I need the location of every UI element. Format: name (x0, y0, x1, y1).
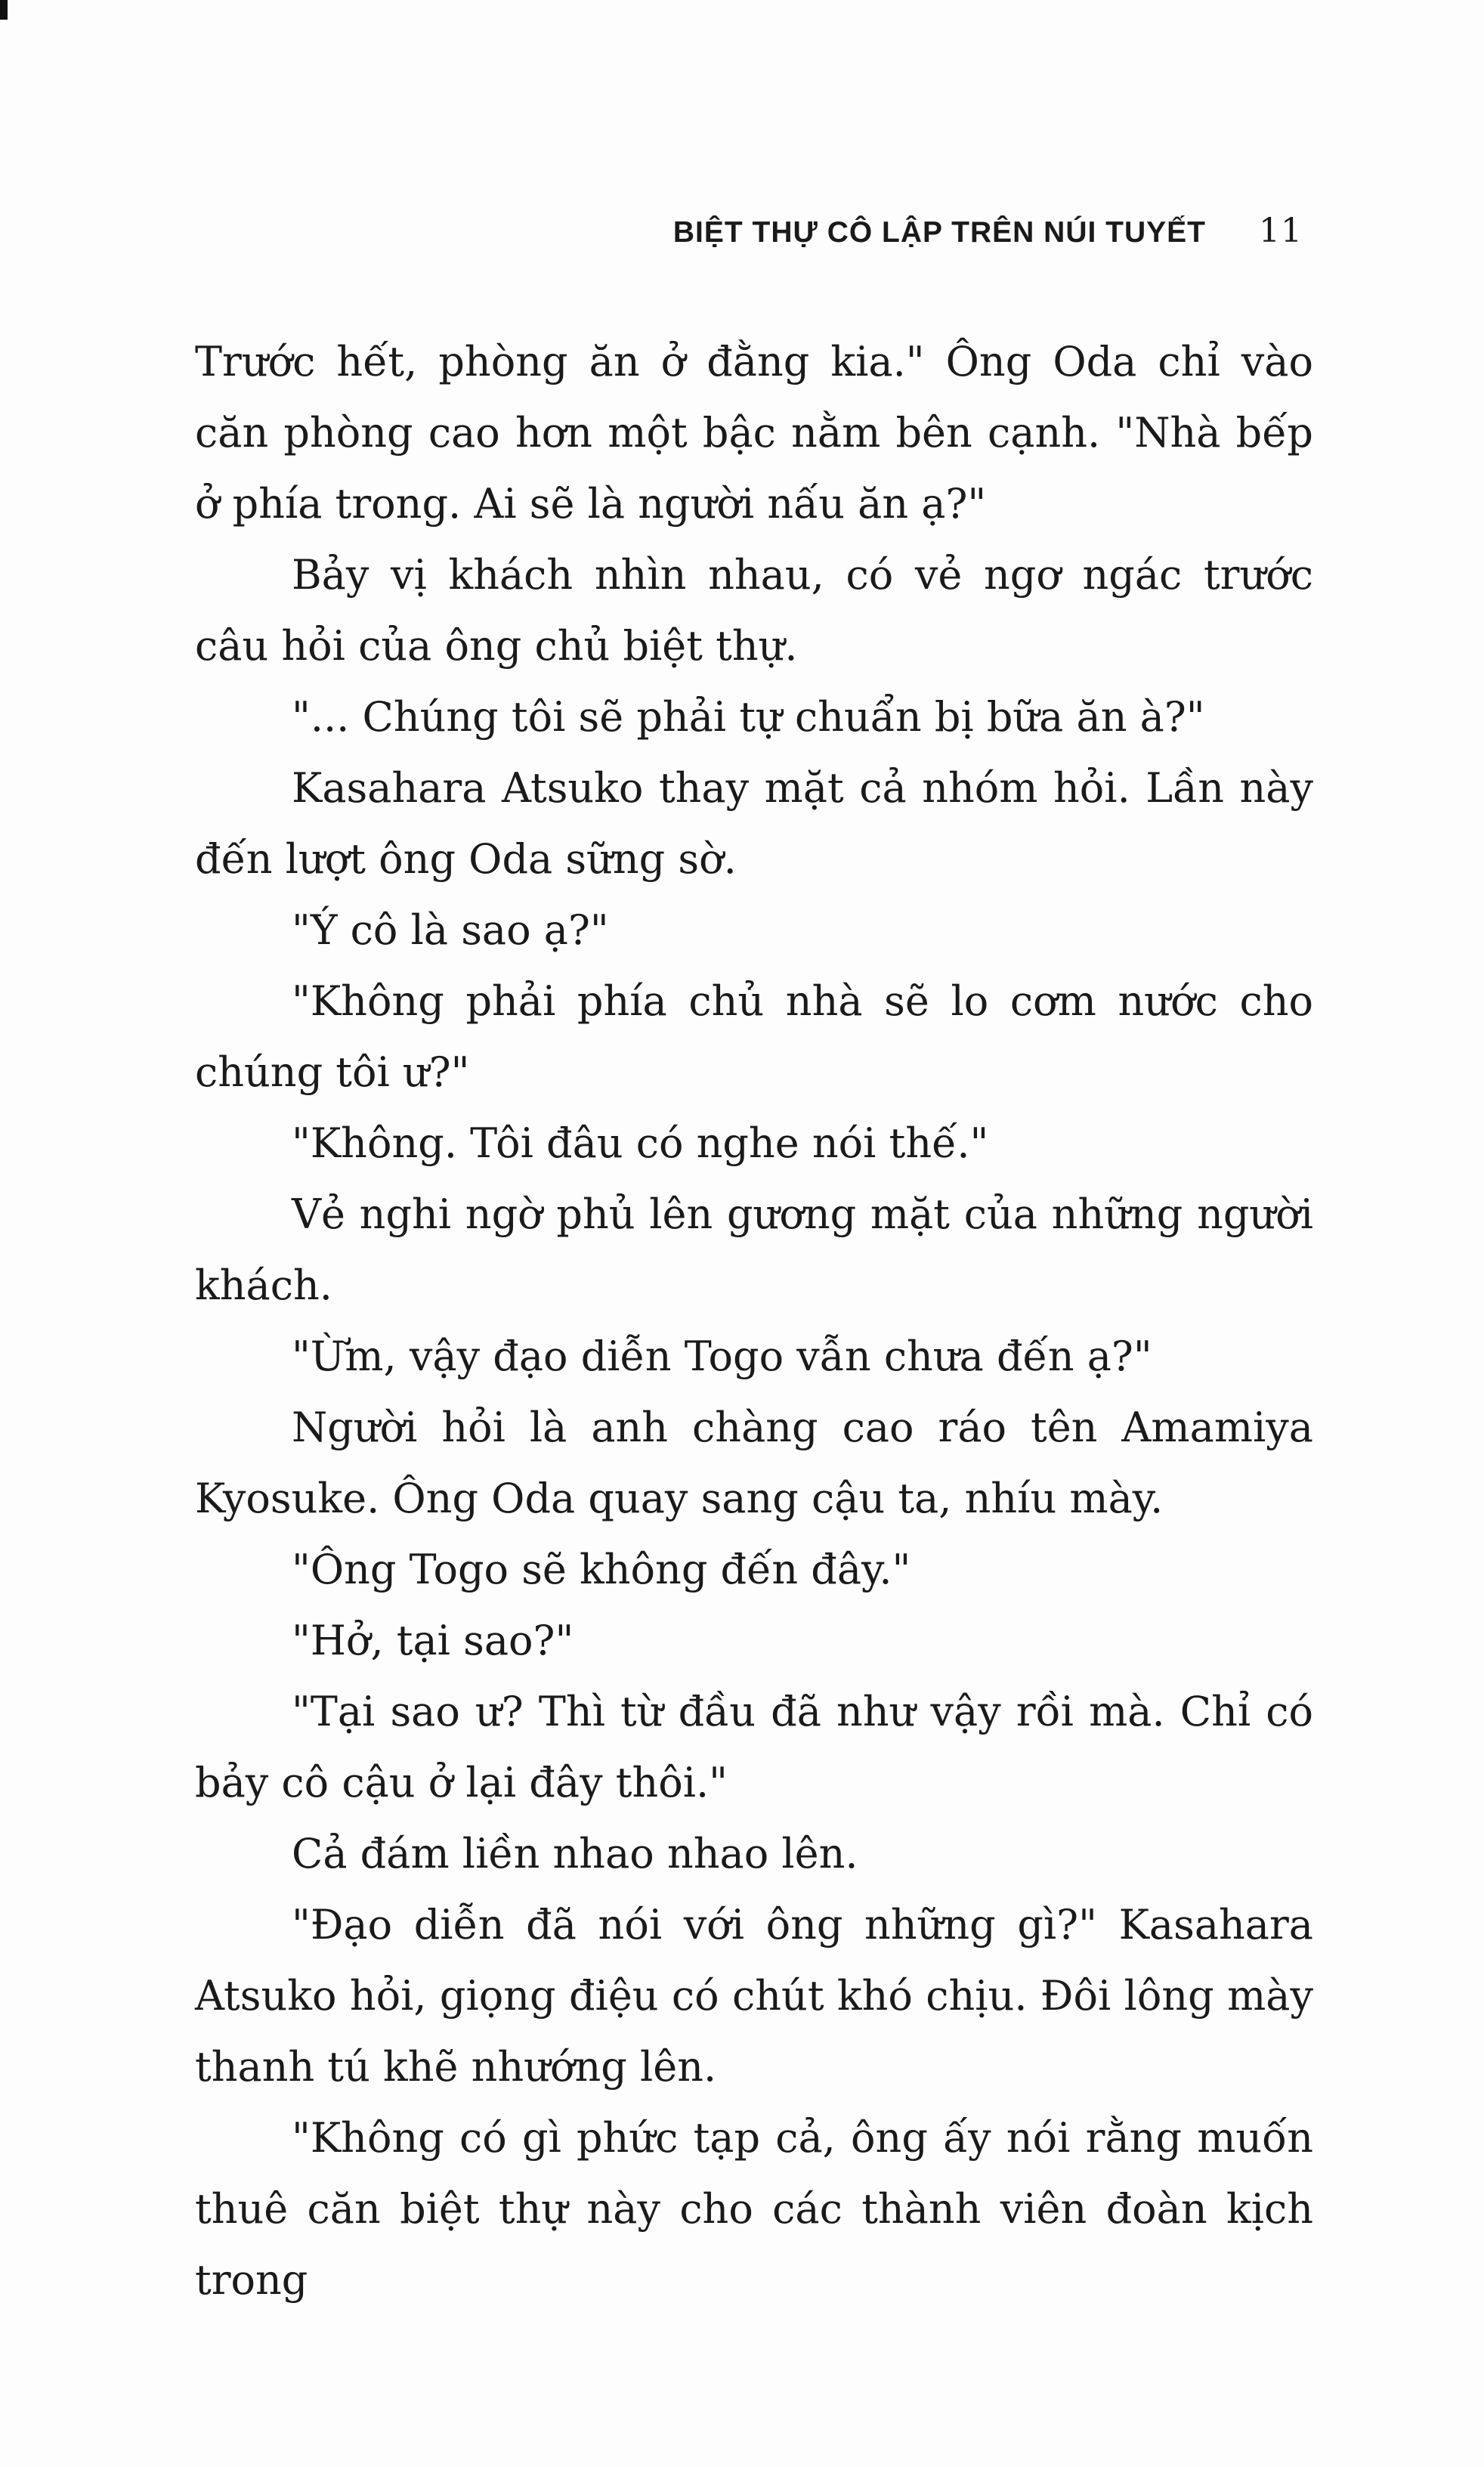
scan-edge-mark (0, 0, 8, 20)
paragraph: "Ông Togo sẽ không đến đây." (292, 1546, 911, 1593)
paragraph: "Ừm, vậy đạo diễn Togo vẫn chưa đến ạ?" (292, 1333, 1152, 1380)
paragraph: Trước hết, phòng ăn ở đằng kia." Ông Oda chỉ vào căn phòng cao hơn một bậc nằm bên cạnh. "Nhà bếp ở phía trong. Ai sẽ là người nấu ăn ạ?" (195, 338, 1313, 528)
paragraph: "Hở, tại sao?" (292, 1617, 574, 1664)
running-header (673, 212, 1303, 250)
paragraph: "Đạo diễn đã nói với ông những gì?" Kasahara Atsuko hỏi, giọng điệu có chút khó chịu. Đôi lông mày thanh tú khẽ nhướng lên. (195, 1901, 1313, 2091)
paragraph: Cả đám liền nhao nhao lên. (292, 1830, 858, 1877)
paragraph: "Không phải phía chủ nhà sẽ lo cơm nước cho chúng tôi ư?" (195, 977, 1313, 1096)
paragraph: "Không. Tôi đâu có nghe nói thế." (292, 1119, 989, 1167)
page-number: 11 (1259, 212, 1303, 250)
paragraph: "Ý cô là sao ạ?" (292, 906, 609, 954)
paragraph: Kasahara Atsuko thay mặt cả nhóm hỏi. Lần này đến lượt ông Oda sững sờ. (195, 764, 1313, 883)
paragraph: "Tại sao ư? Thì từ đầu đã như vậy rồi mà. Chỉ có bảy cô cậu ở lại đây thôi." (195, 1688, 1313, 1806)
paragraph: "Không có gì phức tạp cả, ông ấy nói rằng muốn thuê căn biệt thự này cho các thành viên đoàn kịch trong (195, 2114, 1313, 2304)
running-title: BIỆT THỰ CÔ LẬP TRÊN NÚI TUYẾT (672, 216, 1206, 249)
paragraph: "... Chúng tôi sẽ phải tự chuẩn bị bữa ăn à?" (292, 693, 1205, 741)
paragraph: Người hỏi là anh chàng cao ráo tên Amamiya Kyosuke. Ông Oda quay sang cậu ta, nhíu mày. (195, 1404, 1313, 1522)
paragraph: Vẻ nghi ngờ phủ lên gương mặt của những người khách. (195, 1190, 1313, 1309)
paragraph: Bảy vị khách nhìn nhau, có vẻ ngơ ngác trước câu hỏi của ông chủ biệt thự. (195, 551, 1313, 670)
body-text (195, 327, 1313, 2316)
